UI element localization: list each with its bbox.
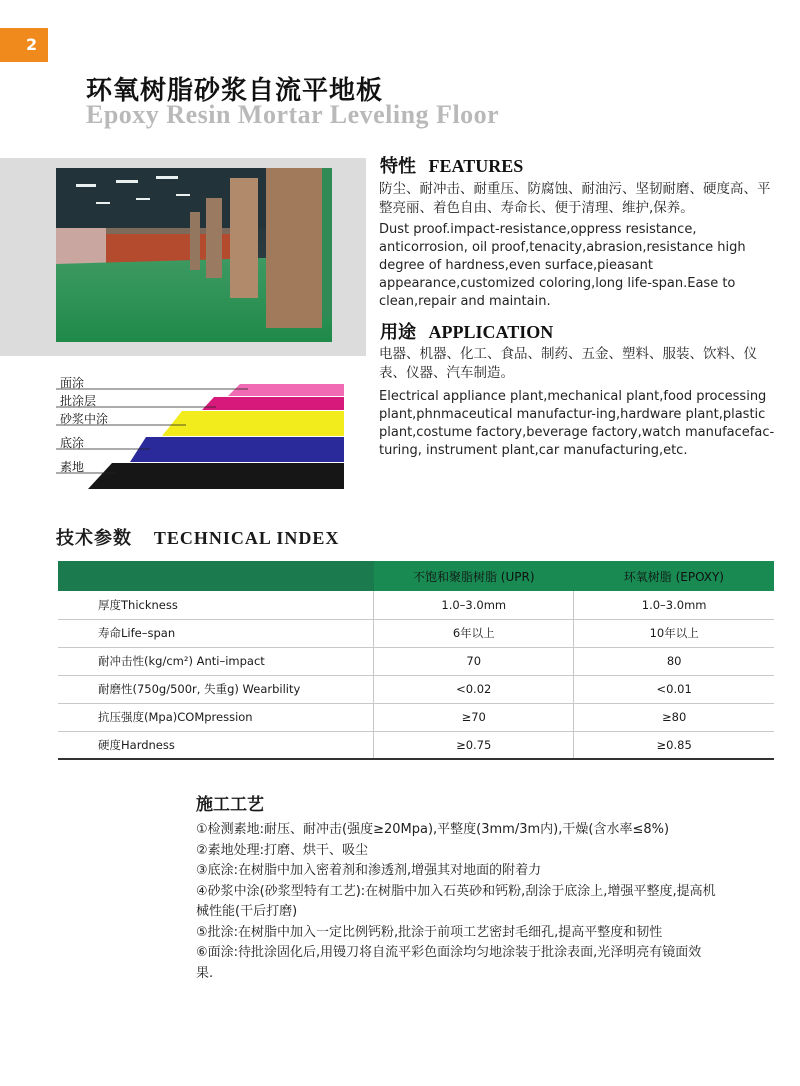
table-row	[58, 619, 774, 647]
table-cell: ≥0.85	[574, 731, 774, 759]
process-step: ⑥面涂:待批涂固化后,用镘刀将自流平彩色面涂均匀地涂装于批涂表面,光泽明亮有镜面效果.	[196, 945, 702, 981]
table-row	[58, 703, 774, 731]
layer-diagram	[0, 370, 360, 494]
table-cell: 硬度Hardness	[58, 731, 374, 759]
layer-label-top-coat: 面涂	[60, 376, 85, 390]
table-cell: ≥70	[374, 703, 574, 731]
technical-heading: 技术参数 TECHNICAL INDEX	[56, 528, 340, 549]
table-row	[58, 591, 774, 619]
features-text-en: Dust proof.impact-resistance,oppress resistance, anticorrosion, oil proof,tenacity,abrasion,resistance high degree of hardness,even surface,pieasant appearance,customized coloring,long life-span.Ease to clean,repair and maintain.	[379, 222, 746, 309]
process-heading: 施工工艺	[196, 795, 264, 815]
layer-substrate	[88, 463, 344, 489]
table-cell: 耐冲击性(kg/cm²) Anti–impact	[58, 647, 374, 675]
process-step: ③底涂:在树脂中加入密着剂和渗透剂,增强其对地面的附着力	[196, 863, 542, 878]
table-header-cell: 不饱和聚脂树脂 (UPR)	[374, 561, 574, 591]
table-cell: 寿命Life–span	[58, 619, 374, 647]
layer-label-putty-coat: 批涂层	[60, 394, 97, 408]
table-cell: 抗压强度(Mpa)COMpression	[58, 703, 374, 731]
table-cell: 6年以上	[374, 619, 574, 647]
layer-label-mortar-coat: 砂浆中涂	[60, 412, 109, 426]
application-text-zh: 电器、机器、化工、食品、制药、五金、塑料、服装、饮料、仪表、仪器、汽车制造。	[379, 346, 757, 381]
process-step: ⑤批涂:在树脂中加入一定比例钙粉,批涂于前项工艺密封毛细孔,提高平整度和韧性	[196, 924, 663, 940]
table-cell: ≥80	[574, 703, 774, 731]
process-step: ①检测素地:耐压、耐冲击(强度≥20Mpa),平整度(3mm/3m内),干燥(含水率≤8%)	[196, 822, 670, 837]
table-cell: 1.0–3.0mm	[574, 591, 774, 619]
table-cell: <0.01	[574, 675, 774, 703]
layer-label-primer: 底涂	[60, 436, 85, 450]
table-header-row	[58, 561, 774, 591]
process-steps	[196, 820, 716, 984]
table-header-cell: 环氧树脂 (EPOXY)	[574, 561, 774, 591]
table-header-cell	[58, 561, 374, 591]
application-heading: 用途 APPLICATION	[380, 322, 554, 343]
table-cell: <0.02	[374, 675, 574, 703]
layer-label-substrate: 素地	[60, 460, 85, 474]
table-row	[58, 675, 774, 703]
features-heading: 特性 FEATURES	[380, 156, 524, 177]
layer-mortar-coat	[162, 411, 344, 436]
process-step: ④砂浆中涂(砂浆型特有工艺):在树脂中加入石英砂和钙粉,刮涂于底涂上,增强平整度,提高机械性能(干后打磨)	[196, 883, 716, 919]
layer-primer	[130, 437, 344, 462]
technical-table	[58, 561, 774, 760]
table-cell: 1.0–3.0mm	[374, 591, 574, 619]
table-row	[58, 731, 774, 759]
layer-putty-coat	[202, 397, 344, 410]
table-cell: ≥0.75	[374, 731, 574, 759]
page-subtitle: Epoxy Resin Mortar Leveling Floor	[86, 100, 500, 129]
table-cell: 80	[574, 647, 774, 675]
factory-floor-photo	[56, 168, 332, 342]
table-row	[58, 647, 774, 675]
layer-top-coat	[228, 384, 344, 396]
application-text-en: Electrical appliance plant,mechanical plant,food processing plant,phnmaceutical manufactur-ing,hardware plant,plastic plant,costume factory,beverage factory,watch manufacefac-turing, instrument plant,car manufacturing,etc.	[379, 389, 775, 458]
page-number: 2	[0, 28, 48, 62]
table-cell: 10年以上	[574, 619, 774, 647]
table-cell: 70	[374, 647, 574, 675]
table-cell: 厚度Thickness	[58, 591, 374, 619]
process-step: ②素地处理:打磨、烘干、吸尘	[196, 842, 369, 858]
table-cell: 耐磨性(750g/500r, 失重g) Wearbility	[58, 675, 374, 703]
page-title: 环氧树脂砂浆自流平地板	[86, 76, 384, 106]
features-text-zh: 防尘、耐冲击、耐重压、防腐蚀、耐油污、坚韧耐磨、硬度高、平整亮丽、着色自由、寿命长、便于清理、维护,保养。	[379, 181, 771, 216]
